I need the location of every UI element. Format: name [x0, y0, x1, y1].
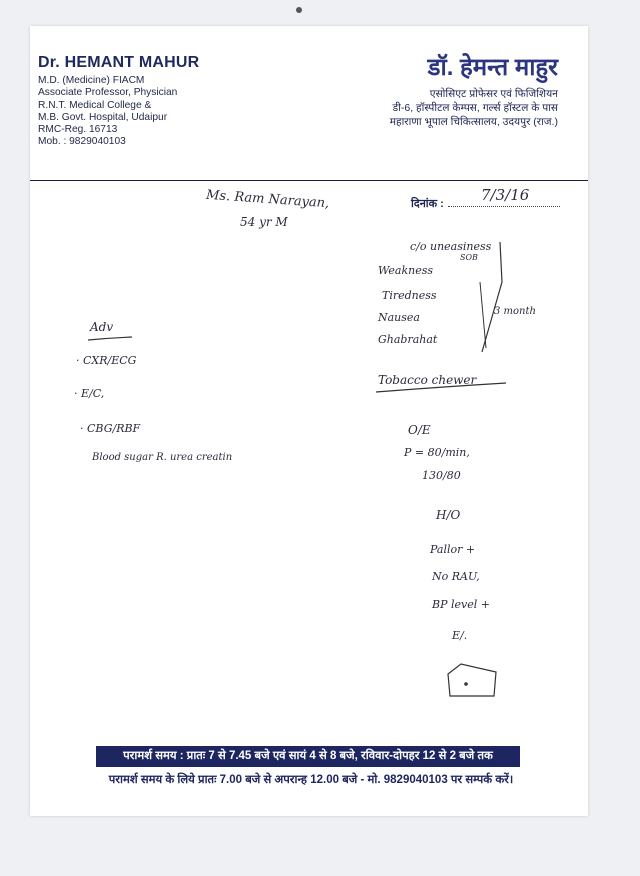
exam-item: O/E — [408, 423, 431, 437]
credential-line: RMC-Reg. 16713 — [38, 124, 118, 136]
advice-item: · CXR/ECG — [76, 354, 137, 367]
complaint-item: Ghabrahat — [378, 333, 438, 346]
hi-line: डी-6, हॉस्पीटल केम्पस, गर्ल्स हॉस्टल के पास — [392, 102, 558, 114]
sketch-box — [448, 664, 496, 696]
exam-item: No RAU, — [432, 570, 480, 583]
exam-item: H/O — [436, 508, 461, 522]
exam-item: Pallor + — [430, 543, 476, 556]
hi-line: एसोसिएट प्रोफेसर एवं फिजिशियन — [429, 88, 558, 100]
doctor-name-en: Dr. HEMANT MAHUR — [38, 54, 200, 71]
habit-note: Tobacco chewer — [378, 373, 477, 387]
complaint-item: Weakness — [378, 264, 434, 277]
advice-underline — [88, 337, 132, 340]
advice-item: · E/C, — [74, 387, 105, 400]
complaints-bracket — [480, 282, 486, 348]
credential-line: Mob. : 9829040103 — [38, 136, 126, 148]
complaint-co: c/o uneasiness — [410, 240, 492, 253]
sob-note: SOB — [460, 253, 478, 262]
complaint-duration: 3 month — [494, 306, 536, 317]
complaint-item: Tiredness — [382, 289, 437, 302]
sketch-dot — [464, 682, 468, 686]
advice-heading: Adv — [90, 320, 114, 334]
advice-item: · CBG/RBF — [80, 422, 141, 435]
doctor-name-hi: डॉ. हेमन्त माहुर — [427, 54, 558, 81]
hi-line: महाराणा भूपाल चिकित्सालय, उदयपुर (राज.) — [389, 116, 558, 128]
exam-item: P = 80/min, — [404, 446, 470, 459]
exam-item: 130/80 — [422, 469, 461, 482]
credential-line: M.D. (Medicine) FIACM — [38, 75, 145, 86]
advice-item: Blood sugar R. urea creatin — [92, 452, 233, 463]
credential-line: R.N.T. Medical College & — [38, 99, 152, 111]
exam-item: E/. — [452, 629, 468, 642]
consultation-hours-banner: परामर्श समय : प्रातः 7 से 7.45 बजे एवं सायं 4 से 8 बजे, रविवार-दोपहर 12 से 2 बजे तक — [96, 746, 520, 767]
credential-line: M.B. Govt. Hospital, Udaipur — [38, 111, 168, 123]
habit-underline — [376, 383, 506, 392]
patient-age-sex: 54 yr M — [240, 215, 288, 229]
credential-line: Associate Professor, Physician — [38, 87, 178, 99]
appointment-note: परामर्श समय के लिये प्रातः 7.00 बजे से अपरान्ह 12.00 बजे - मो. 9829040103 पर सम्पर्क करें। — [108, 774, 514, 786]
date-label: दिनांक : — [411, 198, 444, 210]
exam-item: BP level + — [432, 598, 490, 611]
patient-name: Ms. Ram Narayan, — [205, 187, 330, 212]
complaint-item: Nausea — [378, 311, 420, 324]
date-value: 7/3/16 — [481, 186, 530, 204]
